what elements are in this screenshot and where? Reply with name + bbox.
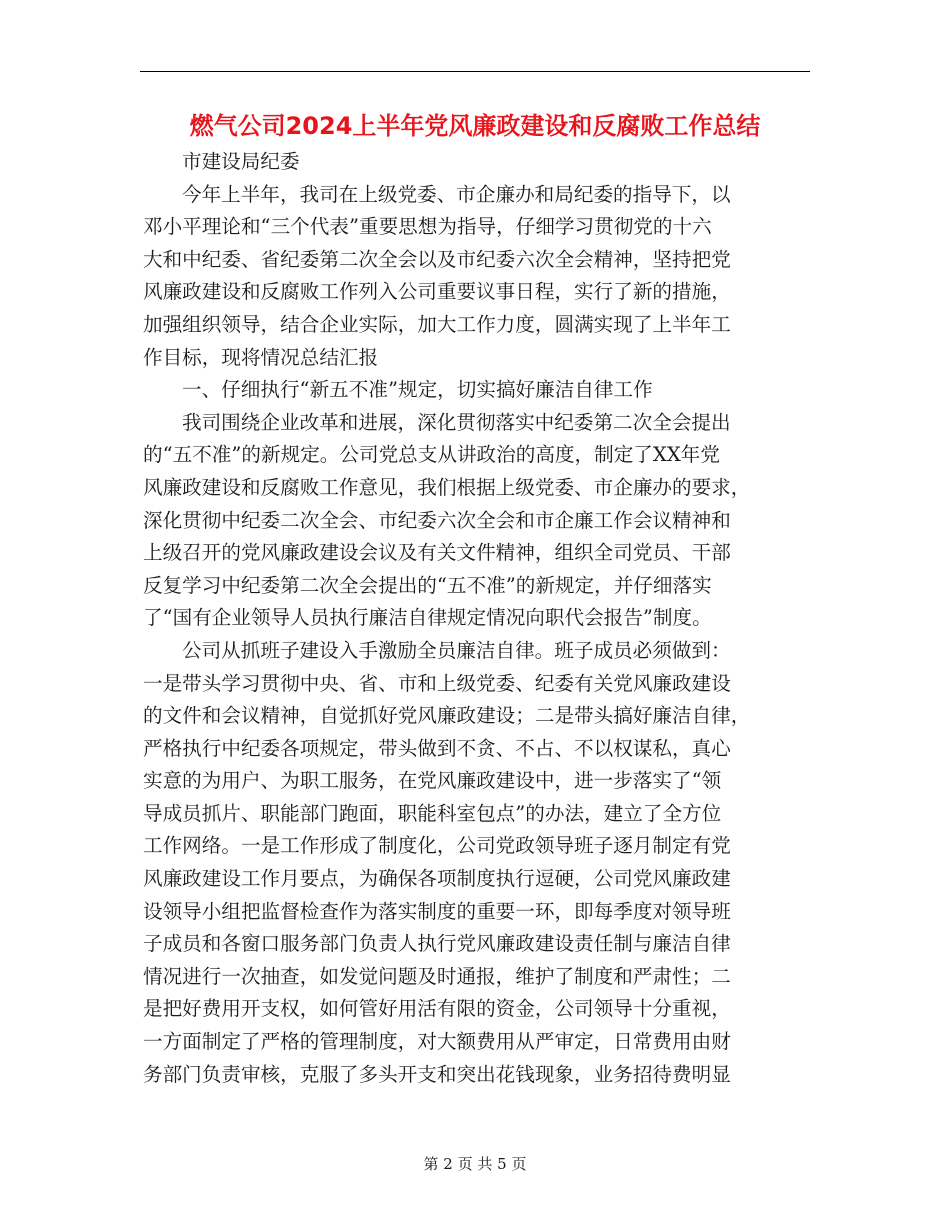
text-line: 大和中纪委、省纪委第二次全会以及市纪委六次全会精神，坚持把党: [143, 247, 731, 271]
text-line: 市建设局纪委: [182, 150, 300, 173]
text-line: 风廉政建设和反腐败工作列入公司重要议事日程，实行了新的措施，: [143, 280, 731, 304]
text-line: 一是带头学习贯彻中央、省、市和上级党委、纪委有关党风廉政建设: [143, 671, 731, 695]
text-line: 实意的为用户、为职工服务，在党风廉政建设中，进一步落实了“领: [143, 769, 722, 793]
text-line: 风廉政建设工作月要点，为确保各项制度执行逗硬，公司党风廉政建: [143, 867, 731, 891]
text-line: 邓小平理论和“三个代表”重要思想为指导，仔细学习贯彻党的十六: [143, 215, 712, 239]
text-line: 加强组织领导，结合企业实际，加大工作力度，圆满实现了上半年工: [143, 312, 731, 336]
text-line: 反复学习中纪委第二次全会提出的“五不准”的新规定，并仔细落实: [143, 573, 712, 597]
text-line: 情况进行一次抽查，如发觉问题及时通报，维护了制度和严肃性；二: [143, 964, 731, 988]
text-line: 深化贯彻中纪委二次全会、市纪委六次全会和市企廉工作会议精神和: [143, 508, 731, 532]
document-body: [143, 146, 808, 1091]
text-line: 一、仔细执行“新五不准”规定，切实搞好廉洁自律工作: [182, 378, 653, 402]
text-line: 的“五不准”的新规定。公司党总支从讲政治的高度，制定了XX年党: [143, 443, 720, 467]
text-line: 严格执行中纪委各项规定，带头做到不贪、不占、不以权谋私，真心: [143, 736, 731, 760]
text-line: 导成员抓片、职能部门跑面，职能科室包点”的办法，建立了全方位: [143, 801, 722, 825]
page-footer: 第 2 页 共 5 页: [423, 1155, 527, 1173]
document-title: 燃气公司2024上半年党风廉政建设和反腐败工作总结: [189, 112, 761, 140]
text-line: 我司围绕企业改革和进展，深化贯彻落实中纪委第二次全会提出: [182, 410, 731, 434]
text-line: 的文件和会议精神，自觉抓好党风廉政建设；二是带头搞好廉洁自律，: [143, 704, 751, 728]
text-line: 了“国有企业领导人员执行廉洁自律规定情况向职代会报告”制度。: [143, 606, 712, 630]
text-line: 公司从抓班子建设入手激励全员廉洁自律。班子成员必须做到：: [182, 638, 731, 662]
text-line: 是把好费用开支权，如何管好用活有限的资金，公司领导十分重视，: [143, 997, 731, 1021]
text-line: 作目标，现将情况总结汇报: [143, 345, 379, 369]
text-line: 风廉政建设和反腐败工作意见，我们根据上级党委、市企廉办的要求，: [143, 475, 751, 499]
text-line: 一方面制定了严格的管理制度，对大额费用从严审定，日常费用由财: [143, 1030, 731, 1054]
text-line: 今年上半年，我司在上级党委、市企廉办和局纪委的指导下，以: [182, 182, 731, 206]
text-line: 工作网络。一是工作形成了制度化，公司党政领导班子逐月制定有党: [143, 834, 731, 858]
text-line: 子成员和各窗口服务部门负责人执行党风廉政建设责任制与廉洁自律: [143, 932, 731, 956]
text-line: 务部门负责审核，克服了多头开支和突出花钱现象，业务招待费明显: [143, 1062, 731, 1086]
text-line: 上级召开的党风廉政建设会议及有关文件精神，组织全司党员、干部: [143, 541, 731, 565]
header-rule: [140, 71, 810, 72]
text-line: 设领导小组把监督检查作为落实制度的重要一环，即每季度对领导班: [143, 899, 731, 923]
